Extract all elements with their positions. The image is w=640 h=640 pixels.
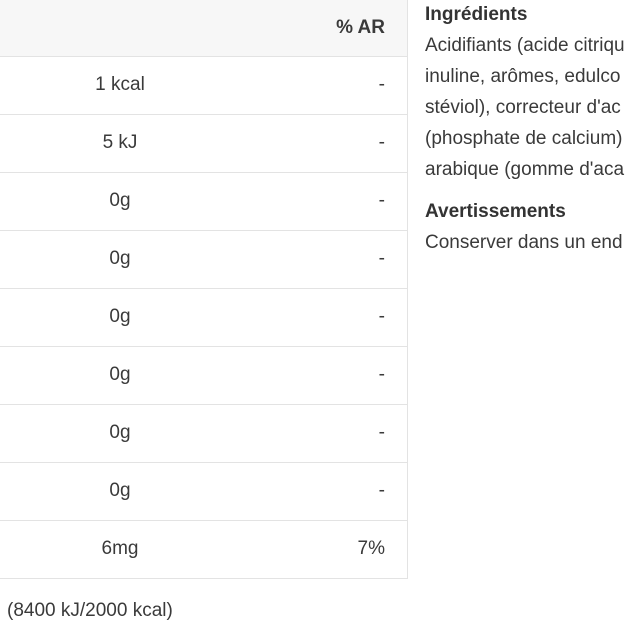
nutrient-ar: - xyxy=(240,346,408,404)
ingredients-text xyxy=(425,30,640,185)
ingredients-line: inuline, arômes, edulco xyxy=(425,66,621,87)
table-row xyxy=(0,462,408,520)
table-row xyxy=(0,230,408,288)
nutrient-ar: - xyxy=(240,230,408,288)
nutrient-ar: - xyxy=(240,172,408,230)
nutrient-ar: 7% xyxy=(240,520,408,578)
ingredients-heading: Ingrédients xyxy=(425,4,528,25)
header-ar-cell: % AR xyxy=(240,0,408,56)
nutrient-value: 6mg xyxy=(0,520,240,578)
warnings-line: Conserver dans un end xyxy=(425,232,623,253)
nutrient-value: 0g xyxy=(0,172,240,230)
table-row xyxy=(0,114,408,172)
ingredients-line: stéviol), correcteur d'ac xyxy=(425,97,621,118)
nutrient-value: 1 kcal xyxy=(0,56,240,114)
nutrient-ar: - xyxy=(240,288,408,346)
header-value-cell xyxy=(0,0,240,56)
ingredients-line: (phosphate de calcium) xyxy=(425,128,623,149)
warnings-text xyxy=(425,227,640,258)
nutrition-header-row xyxy=(0,0,408,56)
nutrient-ar: - xyxy=(240,114,408,172)
nutrient-value: 0g xyxy=(0,346,240,404)
nutrient-ar: - xyxy=(240,462,408,520)
reference-intake-note: (8400 kJ/2000 kcal) xyxy=(7,600,173,621)
nutrient-value: 0g xyxy=(0,462,240,520)
ingredients-line: Acidifiants (acide citriqu xyxy=(425,35,625,56)
table-row xyxy=(0,346,408,404)
product-info-panel xyxy=(425,2,640,258)
table-row xyxy=(0,520,408,578)
nutrient-ar: - xyxy=(240,56,408,114)
table-row xyxy=(0,404,408,462)
table-row xyxy=(0,172,408,230)
ingredients-section xyxy=(425,2,640,185)
ingredients-line: arabique (gomme d'aca xyxy=(425,159,625,180)
table-row xyxy=(0,56,408,114)
warnings-section xyxy=(425,199,640,258)
nutrient-value: 0g xyxy=(0,288,240,346)
nutrient-value: 0g xyxy=(0,230,240,288)
nutrient-value: 5 kJ xyxy=(0,114,240,172)
table-row xyxy=(0,288,408,346)
nutrient-ar: - xyxy=(240,404,408,462)
nutrient-value: 0g xyxy=(0,404,240,462)
warnings-heading: Avertissements xyxy=(425,201,566,222)
